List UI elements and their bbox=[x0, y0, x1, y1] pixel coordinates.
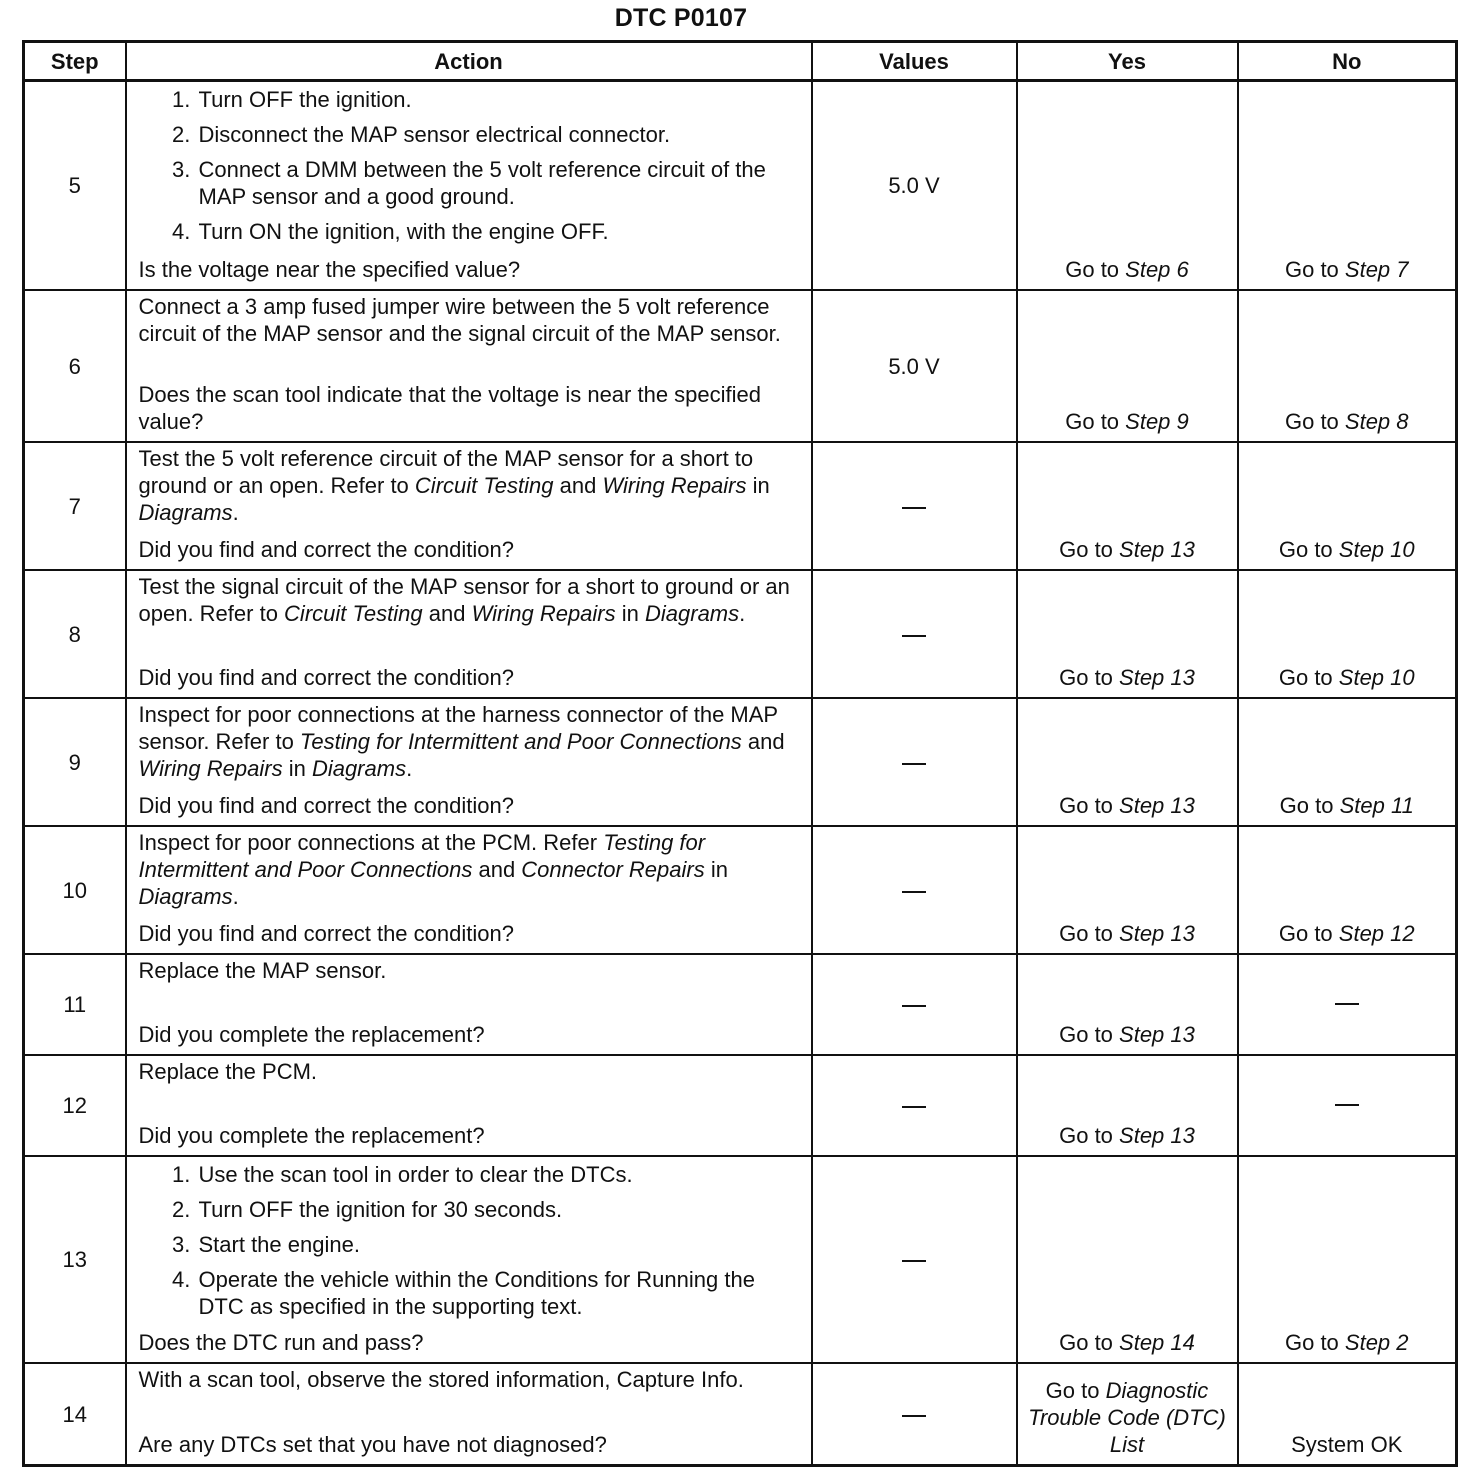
step-number: 11 bbox=[63, 992, 87, 1017]
action-text-part: and bbox=[472, 857, 522, 882]
goto-step-link[interactable]: Step 7 bbox=[1344, 257, 1409, 282]
table-row bbox=[24, 954, 1457, 1055]
yes-cell bbox=[1017, 442, 1238, 570]
action-text-part: and bbox=[553, 473, 603, 498]
reference-link: Diagrams bbox=[138, 500, 233, 525]
goto-prefix: Go to bbox=[1278, 537, 1339, 562]
action-step: 2. Turn OFF the ignition for 30 seconds. bbox=[197, 1196, 803, 1223]
action-text bbox=[139, 445, 803, 526]
goto-prefix: Go to bbox=[1065, 409, 1126, 434]
action-question: Does the scan tool indicate that the voltage is near the specified value? bbox=[138, 382, 761, 434]
goto-step-link[interactable]: Step 11 bbox=[1339, 793, 1414, 818]
step-cell bbox=[24, 81, 126, 291]
no-cell bbox=[1238, 1363, 1457, 1466]
action-text bbox=[139, 829, 803, 910]
action-question: Did you complete the replacement? bbox=[138, 1123, 485, 1148]
action-text-part: in bbox=[615, 601, 645, 626]
step-number: 7 bbox=[68, 493, 81, 519]
step-number: 8 bbox=[68, 621, 81, 647]
dash-mark bbox=[902, 763, 926, 765]
yes-cell bbox=[1017, 81, 1238, 291]
action-question: Did you find and correct the condition? bbox=[138, 537, 514, 562]
goto-step-link[interactable]: Step 13 bbox=[1119, 921, 1195, 946]
dash-mark bbox=[1335, 1104, 1359, 1106]
action-question: Did you complete the replacement? bbox=[138, 1022, 485, 1047]
reference-link: Diagrams bbox=[138, 884, 233, 909]
action-content bbox=[139, 829, 803, 947]
step-number: 5 bbox=[68, 173, 81, 198]
values-cell bbox=[812, 81, 1017, 291]
values-cell bbox=[812, 1363, 1017, 1466]
no-cell bbox=[1238, 698, 1457, 826]
goto-step-link[interactable]: Step 13 bbox=[1119, 537, 1195, 562]
action-question: Does the DTC run and pass? bbox=[138, 1330, 424, 1355]
reference-link: Wiring Repairs bbox=[138, 756, 283, 781]
result-text: System OK bbox=[1291, 1432, 1403, 1457]
value-text: 5.0 V bbox=[888, 353, 940, 379]
step-cell bbox=[24, 290, 126, 442]
action-step: 1. Use the scan tool in order to clear the DTCs. bbox=[197, 1161, 803, 1188]
action-steps-list bbox=[139, 86, 803, 253]
action-cell bbox=[126, 81, 812, 291]
action-question: Is the voltage near the specified value? bbox=[138, 257, 521, 282]
action-text-part: . bbox=[232, 884, 239, 909]
action-cell bbox=[126, 954, 812, 1055]
step-number: 10 bbox=[62, 877, 87, 903]
diagnostic-table bbox=[22, 40, 1458, 1467]
table-row bbox=[24, 442, 1457, 570]
action-step: 4. Operate the vehicle within the Conditions for Running the DTC as specified in the supporting text. bbox=[197, 1266, 803, 1320]
reference-link: Circuit Testing bbox=[284, 601, 423, 626]
action-content bbox=[139, 957, 803, 1048]
reference-link: Testing for Intermittent and Poor Connections bbox=[299, 729, 742, 754]
action-step: 3. Start the engine. bbox=[197, 1231, 803, 1258]
goto-prefix: Go to bbox=[1279, 793, 1340, 818]
goto-prefix: Go to bbox=[1059, 665, 1120, 690]
table-row bbox=[24, 1055, 1457, 1156]
goto-step-link[interactable]: Diagnostic Trouble Code (DTC) List bbox=[1028, 1378, 1226, 1457]
action-content bbox=[139, 84, 803, 283]
header-action: Action bbox=[126, 42, 812, 81]
action-text-part: Test the 5 volt reference circuit of the MAP sensor for a short to ground or an open. Refer to bbox=[138, 446, 754, 498]
action-question: Did you find and correct the condition? bbox=[138, 793, 514, 818]
action-text bbox=[139, 573, 803, 627]
action-question: Did you find and correct the condition? bbox=[138, 921, 514, 946]
goto-step-link[interactable]: Step 13 bbox=[1119, 793, 1195, 818]
dash-mark bbox=[902, 1005, 926, 1007]
header-no: No bbox=[1238, 42, 1457, 81]
goto-step-link[interactable]: Step 13 bbox=[1119, 1123, 1195, 1148]
goto-prefix: Go to bbox=[1059, 1022, 1120, 1047]
action-step: 3. Connect a DMM between the 5 volt reference circuit of the MAP sensor and a good ground. bbox=[197, 156, 803, 210]
no-cell bbox=[1238, 1055, 1457, 1156]
header-values: Values bbox=[812, 42, 1017, 81]
table-row bbox=[24, 570, 1457, 698]
goto-prefix: Go to bbox=[1059, 537, 1120, 562]
reference-link: Diagrams bbox=[645, 601, 740, 626]
reference-link: Wiring Repairs bbox=[471, 601, 616, 626]
values-cell bbox=[812, 1055, 1017, 1156]
dash-mark bbox=[902, 635, 926, 637]
goto-prefix: Go to bbox=[1284, 409, 1345, 434]
action-cell bbox=[126, 1156, 812, 1363]
step-number: 13 bbox=[62, 1247, 87, 1272]
value-text: 5.0 V bbox=[888, 173, 940, 198]
yes-cell bbox=[1017, 570, 1238, 698]
action-content bbox=[139, 293, 803, 435]
action-text-part: . bbox=[739, 601, 746, 626]
step-number: 6 bbox=[68, 353, 81, 379]
action-step: 2. Disconnect the MAP sensor electrical connector. bbox=[197, 121, 803, 148]
goto-step-link[interactable]: Step 8 bbox=[1344, 409, 1409, 434]
dash-mark bbox=[902, 507, 926, 509]
goto-prefix: Go to bbox=[1059, 1123, 1120, 1148]
goto-step-link[interactable]: Step 6 bbox=[1125, 257, 1189, 282]
goto-prefix: Go to bbox=[1065, 257, 1126, 282]
values-cell bbox=[812, 954, 1017, 1055]
no-cell bbox=[1238, 442, 1457, 570]
goto-prefix: Go to bbox=[1278, 665, 1339, 690]
action-step: 1. Turn OFF the ignition. bbox=[197, 86, 803, 113]
goto-step-link[interactable]: Step 10 bbox=[1338, 537, 1415, 562]
action-text-part: in bbox=[704, 857, 728, 882]
no-cell bbox=[1238, 1156, 1457, 1363]
action-cell bbox=[126, 826, 812, 954]
values-cell bbox=[812, 698, 1017, 826]
step-cell bbox=[24, 442, 126, 570]
step-cell bbox=[24, 570, 126, 698]
dash-mark bbox=[902, 891, 926, 893]
action-question: Did you find and correct the condition? bbox=[138, 665, 514, 690]
goto-prefix: Go to bbox=[1284, 257, 1345, 282]
values-cell bbox=[812, 826, 1017, 954]
action-cell bbox=[126, 290, 812, 442]
action-question: Are any DTCs set that you have not diagnosed? bbox=[138, 1432, 607, 1457]
action-text-part: . bbox=[406, 756, 413, 781]
table-row bbox=[24, 1156, 1457, 1363]
values-cell bbox=[812, 1156, 1017, 1363]
goto-step-link[interactable]: Step 13 bbox=[1119, 665, 1195, 690]
table-row bbox=[24, 290, 1457, 442]
step-number: 9 bbox=[68, 749, 81, 775]
step-cell bbox=[24, 698, 126, 826]
goto-step-link[interactable]: Step 2 bbox=[1344, 1330, 1409, 1355]
action-steps-list bbox=[139, 1161, 803, 1328]
action-text: Replace the PCM. bbox=[138, 1059, 318, 1084]
table-row bbox=[24, 81, 1457, 291]
values-cell bbox=[812, 290, 1017, 442]
goto-prefix: Go to bbox=[1278, 921, 1339, 946]
action-text: Replace the MAP sensor. bbox=[138, 958, 387, 983]
reference-link: Diagrams bbox=[311, 756, 407, 781]
step-cell bbox=[24, 1055, 126, 1156]
values-cell bbox=[812, 442, 1017, 570]
goto-step-link[interactable]: Step 14 bbox=[1119, 1330, 1195, 1355]
step-cell bbox=[24, 1156, 126, 1363]
action-text-part: Inspect for poor connections at the harness connector of the MAP sensor. Refer to bbox=[138, 702, 778, 754]
action-content bbox=[139, 445, 803, 563]
step-cell bbox=[24, 954, 126, 1055]
yes-cell bbox=[1017, 1363, 1238, 1466]
action-text: Connect a 3 amp fused jumper wire between the 5 volt reference circuit of the MAP sensor and the signal circuit of the MAP sensor. bbox=[138, 294, 781, 346]
goto-step-link[interactable]: Step 10 bbox=[1338, 665, 1415, 690]
dash-mark bbox=[902, 1260, 926, 1262]
dash-mark bbox=[902, 1106, 926, 1108]
action-cell bbox=[126, 1363, 812, 1466]
table-row bbox=[24, 1363, 1457, 1466]
values-cell bbox=[812, 570, 1017, 698]
yes-cell bbox=[1017, 698, 1238, 826]
action-text-part: and bbox=[422, 601, 472, 626]
no-cell bbox=[1238, 290, 1457, 442]
header-yes: Yes bbox=[1017, 42, 1238, 81]
action-cell bbox=[126, 1055, 812, 1156]
step-number: 14 bbox=[62, 1401, 87, 1427]
action-text bbox=[139, 701, 803, 782]
yes-cell bbox=[1017, 1055, 1238, 1156]
action-content bbox=[139, 701, 803, 819]
action-text-part: . bbox=[232, 500, 239, 525]
action-content bbox=[139, 1159, 803, 1356]
step-number: 12 bbox=[62, 1093, 87, 1118]
step-cell bbox=[24, 826, 126, 954]
action-cell bbox=[126, 442, 812, 570]
goto-prefix: Go to bbox=[1284, 1330, 1345, 1355]
action-text: With a scan tool, observe the stored information, Capture Info. bbox=[138, 1367, 744, 1392]
goto-step-link[interactable]: Step 13 bbox=[1119, 1022, 1195, 1047]
action-text-part: and bbox=[741, 729, 785, 754]
yes-cell bbox=[1017, 954, 1238, 1055]
goto-step-link[interactable]: Step 12 bbox=[1338, 921, 1415, 946]
page-title: DTC P0107 bbox=[614, 4, 748, 32]
goto-prefix: Go to bbox=[1059, 793, 1120, 818]
table-row bbox=[24, 826, 1457, 954]
action-text-part: in bbox=[746, 473, 770, 498]
header-step: Step bbox=[24, 42, 126, 81]
table-row bbox=[24, 698, 1457, 826]
yes-cell bbox=[1017, 826, 1238, 954]
no-cell bbox=[1238, 81, 1457, 291]
no-cell bbox=[1238, 954, 1457, 1055]
action-step: 4. Turn ON the ignition, with the engine OFF. bbox=[197, 218, 803, 245]
reference-link: Testing for Intermittent and Poor Connections bbox=[138, 830, 706, 882]
action-content bbox=[139, 1058, 803, 1149]
dash-mark bbox=[902, 1415, 926, 1417]
step-cell bbox=[24, 1363, 126, 1466]
action-text-part: Inspect for poor connections at the PCM. Refer bbox=[138, 830, 604, 855]
action-cell bbox=[126, 570, 812, 698]
goto-step-link[interactable]: Step 9 bbox=[1125, 409, 1189, 434]
action-cell bbox=[126, 698, 812, 826]
reference-link: Connector Repairs bbox=[521, 857, 705, 882]
dash-mark bbox=[1335, 1003, 1359, 1005]
no-cell bbox=[1238, 570, 1457, 698]
header-row bbox=[24, 42, 1457, 81]
yes-cell bbox=[1017, 290, 1238, 442]
yes-cell bbox=[1017, 1156, 1238, 1363]
reference-link: Circuit Testing bbox=[414, 473, 554, 498]
no-cell bbox=[1238, 826, 1457, 954]
table-body bbox=[24, 81, 1457, 1466]
goto-prefix: Go to bbox=[1059, 921, 1120, 946]
action-text-part: in bbox=[282, 756, 312, 781]
action-text-part: Test the signal circuit of the MAP sensor for a short to ground or an open. Refer to bbox=[138, 574, 790, 626]
action-content bbox=[139, 573, 803, 691]
reference-link: Wiring Repairs bbox=[602, 473, 747, 498]
goto-prefix: Go to bbox=[1059, 1330, 1120, 1355]
goto-prefix: Go to bbox=[1045, 1378, 1106, 1403]
action-content bbox=[139, 1366, 803, 1458]
